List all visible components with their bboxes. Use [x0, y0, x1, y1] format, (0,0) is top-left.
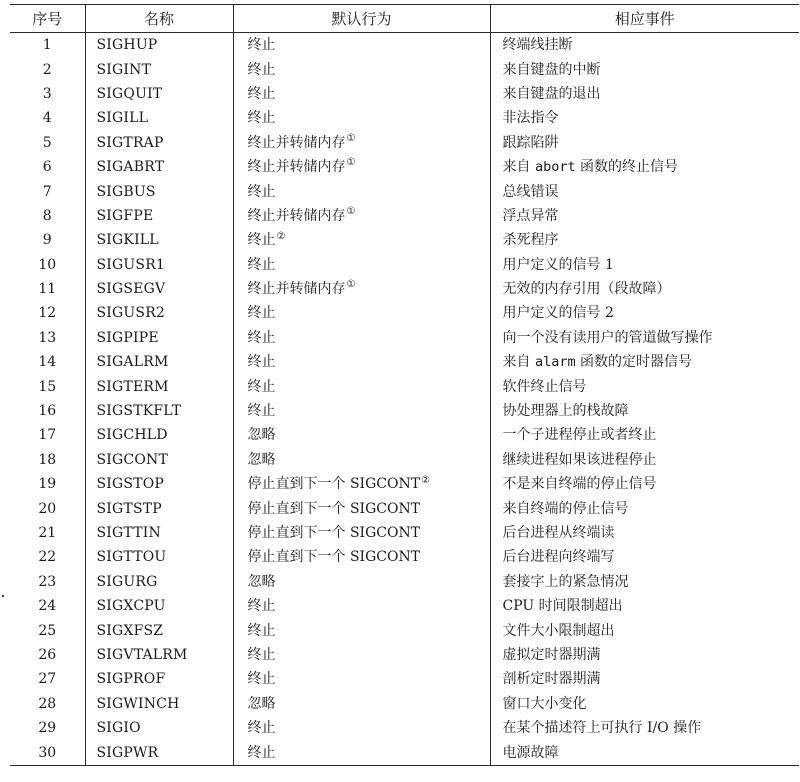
- default-action: [233, 374, 490, 398]
- signal-name: SIGCHLD: [85, 423, 233, 447]
- signal-number: 7: [42, 183, 52, 200]
- default-action: [233, 521, 490, 545]
- default-action-text: 终止并转储内存: [247, 134, 346, 151]
- footnote-marker: ①: [346, 157, 356, 169]
- table-row: [10, 350, 799, 374]
- table-row: [10, 545, 799, 569]
- default-action: [233, 228, 490, 252]
- signal-number: 10: [38, 256, 57, 273]
- default-action: [233, 106, 490, 130]
- event-description: [490, 521, 799, 545]
- table-row: [10, 423, 799, 447]
- event-description: [490, 204, 799, 228]
- event-text: 用户定义的信号 2: [502, 305, 614, 322]
- default-action-text: 终止: [247, 354, 276, 371]
- event-text: 非法指令: [502, 110, 559, 127]
- event-description: [490, 545, 799, 569]
- default-action: [233, 179, 490, 203]
- table-row: [10, 692, 799, 716]
- table-row: [10, 716, 799, 740]
- default-action-text: 终止并转储内存: [247, 281, 346, 298]
- header-name: 名称: [85, 5, 233, 33]
- signal-number: 11: [38, 281, 57, 298]
- event-text: 一个子进程停止或者终止: [502, 427, 657, 444]
- event-text: 软件终止信号: [502, 378, 587, 395]
- default-action: [233, 667, 490, 691]
- default-action-text: 忽略: [247, 695, 276, 712]
- signal-name: SIGTSTP: [85, 496, 233, 520]
- default-action: [233, 350, 490, 374]
- event-text: 来自终端的停止信号: [502, 500, 629, 517]
- signal-name: SIGPWR: [85, 740, 233, 765]
- default-action: [233, 301, 490, 325]
- event-text: 函数的终止信号: [575, 159, 679, 176]
- default-action-text: 终止: [247, 744, 276, 761]
- signal-number: 27: [38, 671, 57, 688]
- event-description: [490, 692, 799, 716]
- signal-name: SIGXFSZ: [85, 618, 233, 642]
- default-action-text: 终止: [247, 720, 276, 737]
- table-row: [10, 618, 799, 642]
- signal-number: 16: [38, 403, 57, 420]
- signal-name: SIGTERM: [85, 374, 233, 398]
- event-text: 来自: [502, 354, 535, 371]
- event-description: [490, 448, 799, 472]
- event-description: [490, 643, 799, 667]
- default-action-text: 停止直到下一个 SIGCONT: [247, 549, 421, 566]
- table-row: [10, 448, 799, 472]
- event-description: [490, 326, 799, 350]
- default-action-text: 忽略: [247, 451, 276, 468]
- event-description: [490, 301, 799, 325]
- signal-number: 20: [38, 500, 57, 517]
- default-action: [233, 423, 490, 447]
- scan-speck: [2, 595, 4, 597]
- signal-name: SIGPIPE: [85, 326, 233, 350]
- default-action: [233, 472, 490, 496]
- signal-number: 19: [38, 476, 57, 493]
- function-name: abort: [534, 159, 576, 176]
- signal-name: SIGUSR2: [85, 301, 233, 325]
- event-text: 终端线挂断: [502, 37, 573, 54]
- table-row: [10, 326, 799, 350]
- signal-name: SIGHUP: [85, 33, 233, 58]
- signal-number: 22: [38, 549, 57, 566]
- event-text: 协处理器上的栈故障: [502, 403, 629, 420]
- default-action-text: 终止: [247, 256, 276, 273]
- default-action: [233, 594, 490, 618]
- table-row: [10, 496, 799, 520]
- event-description: [490, 740, 799, 765]
- event-description: [490, 57, 799, 81]
- signal-number: 3: [42, 85, 52, 102]
- event-description: [490, 350, 799, 374]
- signal-number: 14: [38, 354, 57, 371]
- signal-number: 24: [38, 598, 57, 615]
- signal-number: 13: [38, 329, 57, 346]
- event-text: 向一个没有读用户的管道做写操作: [502, 329, 713, 346]
- event-description: [490, 716, 799, 740]
- signal-number: 1: [42, 37, 52, 54]
- table-row: [10, 228, 799, 252]
- footnote-marker: ①: [346, 133, 356, 145]
- table-row: [10, 301, 799, 325]
- default-action-text: 终止: [247, 671, 276, 688]
- table-row: [10, 570, 799, 594]
- table-row: [10, 594, 799, 618]
- default-action: [233, 253, 490, 277]
- event-description: [490, 399, 799, 423]
- default-action-text: 终止: [247, 403, 276, 420]
- default-action: [233, 618, 490, 642]
- signal-name: SIGALRM: [85, 350, 233, 374]
- event-text: 浮点异常: [502, 207, 559, 224]
- event-text: 虚拟定时器期满: [502, 646, 601, 663]
- signal-name: SIGBUS: [85, 179, 233, 203]
- signal-name: SIGXCPU: [85, 594, 233, 618]
- default-action-text: 终止: [247, 61, 276, 78]
- default-action: [233, 740, 490, 765]
- signal-number: 12: [38, 305, 57, 322]
- event-description: [490, 228, 799, 252]
- event-text: 剖析定时器期满: [502, 671, 601, 688]
- default-action: [233, 131, 490, 155]
- table-row: [10, 667, 799, 691]
- table-row: [10, 33, 799, 58]
- signal-name: SIGABRT: [85, 155, 233, 179]
- footnote-marker: ①: [346, 279, 356, 291]
- signal-number: 28: [38, 695, 57, 712]
- default-action-text: 终止: [247, 37, 276, 54]
- event-text: 后台进程向终端写: [502, 549, 615, 566]
- event-description: [490, 594, 799, 618]
- signal-name: SIGFPE: [85, 204, 233, 228]
- default-action: [233, 643, 490, 667]
- event-text: 来自键盘的中断: [502, 61, 601, 78]
- event-description: [490, 667, 799, 691]
- event-text: 函数的定时器信号: [575, 354, 693, 371]
- event-description: [490, 106, 799, 130]
- event-text: 继续进程如果该进程停止: [502, 451, 657, 468]
- default-action-text: 终止: [247, 646, 276, 663]
- signal-name: SIGIO: [85, 716, 233, 740]
- header-event: 相应事件: [490, 5, 799, 33]
- default-action-text: 终止: [247, 598, 276, 615]
- table-row: [10, 740, 799, 765]
- table-body: [10, 33, 799, 766]
- signal-number: 15: [38, 378, 57, 395]
- signal-name: SIGTTIN: [85, 521, 233, 545]
- event-description: [490, 423, 799, 447]
- table-header: [10, 5, 799, 33]
- signal-name: SIGWINCH: [85, 692, 233, 716]
- default-action-text: 终止: [247, 110, 276, 127]
- event-description: [490, 131, 799, 155]
- signal-number: 29: [38, 720, 57, 737]
- table-row: [10, 253, 799, 277]
- default-action: [233, 496, 490, 520]
- event-description: [490, 82, 799, 106]
- signal-name: SIGTRAP: [85, 131, 233, 155]
- table-row: [10, 277, 799, 301]
- signal-name: SIGSTOP: [85, 472, 233, 496]
- default-action-text: 停止直到下一个 SIGCONT: [247, 525, 421, 541]
- table-row: [10, 179, 799, 203]
- table-row: [10, 521, 799, 545]
- event-description: [490, 374, 799, 398]
- event-text: 文件大小限制超出: [502, 622, 615, 639]
- default-action: [233, 692, 490, 716]
- default-action: [233, 155, 490, 179]
- signals-table: [10, 4, 799, 766]
- signal-name: SIGSEGV: [85, 277, 233, 301]
- signal-number: 21: [38, 525, 57, 541]
- footnote-marker: ①: [346, 206, 356, 218]
- footnote-marker: ②: [421, 474, 431, 486]
- default-action-text: 终止: [247, 622, 276, 639]
- signal-name: SIGUSR1: [85, 253, 233, 277]
- table-row: [10, 204, 799, 228]
- table-row: [10, 643, 799, 667]
- event-text: 套接字上的紧急情况: [502, 573, 629, 590]
- signal-number: 23: [38, 573, 57, 590]
- table-row: [10, 82, 799, 106]
- default-action-text: 停止直到下一个 SIGCONT: [247, 500, 421, 517]
- default-action-text: 忽略: [247, 573, 276, 590]
- table-row: [10, 472, 799, 496]
- signal-number: 9: [42, 232, 52, 249]
- default-action-text: 终止: [247, 85, 276, 102]
- event-text: 用户定义的信号 1: [502, 256, 614, 273]
- signal-name: SIGILL: [85, 106, 233, 130]
- signal-number: 5: [42, 134, 52, 151]
- table-row: [10, 131, 799, 155]
- event-description: [490, 155, 799, 179]
- function-name: alarm: [534, 354, 576, 371]
- signal-number: 30: [10, 740, 85, 765]
- table-row: [10, 374, 799, 398]
- footnote-marker: ②: [276, 230, 286, 242]
- event-description: [490, 253, 799, 277]
- default-action: [233, 570, 490, 594]
- signal-name: SIGSTKFLT: [85, 399, 233, 423]
- event-description: [490, 179, 799, 203]
- signal-number: 4: [42, 110, 52, 127]
- signal-number: 17: [38, 427, 57, 444]
- table-row: [10, 399, 799, 423]
- table-row: [10, 106, 799, 130]
- default-action-text: 终止并转储内存: [247, 159, 346, 176]
- signal-name: SIGCONT: [85, 448, 233, 472]
- event-text: CPU 时间限制超出: [502, 598, 623, 615]
- event-text: 来自键盘的退出: [502, 85, 601, 102]
- signal-number: 8: [42, 207, 52, 224]
- signal-number: 2: [42, 61, 52, 78]
- default-action: [233, 57, 490, 81]
- event-description: [490, 277, 799, 301]
- header-default-action: 默认行为: [233, 5, 490, 33]
- default-action: [233, 545, 490, 569]
- signal-name: SIGINT: [85, 57, 233, 81]
- default-action-text: 终止并转储内存: [247, 207, 346, 224]
- signal-name: SIGKILL: [85, 228, 233, 252]
- signal-name: SIGQUIT: [85, 82, 233, 106]
- signal-number: 26: [38, 646, 57, 663]
- header-row: [10, 5, 799, 33]
- event-text: 窗口大小变化: [502, 695, 587, 712]
- default-action-text: 停止直到下一个 SIGCONT: [247, 476, 421, 493]
- event-text: 跟踪陷阱: [502, 134, 559, 151]
- event-description: [490, 496, 799, 520]
- default-action-text: 终止: [247, 329, 276, 346]
- default-action: [233, 326, 490, 350]
- event-text: 杀死程序: [502, 232, 559, 249]
- default-action: [233, 33, 490, 58]
- event-text: 来自: [502, 159, 535, 176]
- event-text: 无效的内存引用（段故障）: [502, 281, 671, 298]
- signal-name: SIGVTALRM: [85, 643, 233, 667]
- event-text: 在某个描述符上可执行 I/O 操作: [502, 720, 702, 737]
- event-description: [490, 33, 799, 58]
- event-text: 电源故障: [502, 744, 559, 761]
- event-description: [490, 472, 799, 496]
- event-text: 后台进程从终端读: [502, 525, 615, 541]
- table-row: [10, 155, 799, 179]
- signal-number: 6: [42, 159, 52, 176]
- signal-name: SIGPROF: [85, 667, 233, 691]
- event-description: [490, 570, 799, 594]
- default-action-text: 终止: [247, 183, 276, 200]
- signal-name: SIGURG: [85, 570, 233, 594]
- signal-number: 25: [38, 622, 57, 639]
- default-action-text: 忽略: [247, 427, 276, 444]
- table-row: [10, 57, 799, 81]
- default-action: [233, 716, 490, 740]
- event-text: 总线错误: [502, 183, 559, 200]
- header-number: 序号: [10, 5, 85, 33]
- default-action: [233, 204, 490, 228]
- default-action-text: 终止: [247, 378, 276, 395]
- event-text: 不是来自终端的停止信号: [502, 476, 657, 493]
- default-action: [233, 399, 490, 423]
- default-action: [233, 448, 490, 472]
- default-action-text: 终止: [247, 305, 276, 322]
- default-action-text: 终止: [247, 232, 276, 249]
- event-description: [490, 618, 799, 642]
- signal-number: 18: [38, 451, 57, 468]
- default-action: [233, 82, 490, 106]
- signal-name: SIGTTOU: [85, 545, 233, 569]
- default-action: [233, 277, 490, 301]
